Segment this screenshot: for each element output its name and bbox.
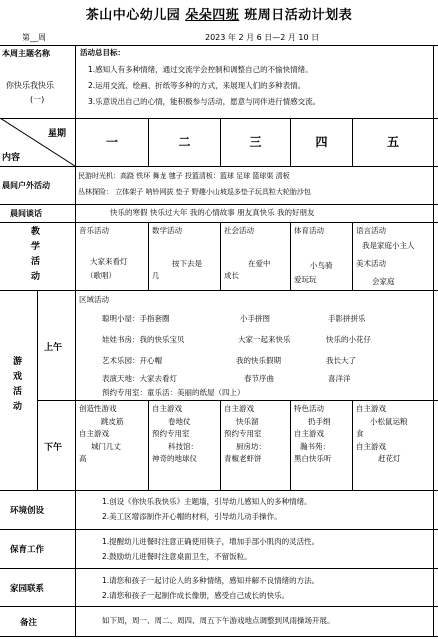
area-item: 小手拼图 <box>240 314 270 323</box>
area-item: 手影拼拼乐 <box>328 314 366 323</box>
talk-topics: 快乐的寒假 快乐过大年 我的心情故事 朋友真快乐 我的好朋友 <box>110 208 315 217</box>
area-item: 春节序曲 <box>244 374 274 383</box>
day-tuesday: 二 <box>178 135 191 149</box>
day-thursday: 四 <box>315 135 328 149</box>
content-label: 内容 <box>2 153 21 163</box>
goal-item: 2.运用交流、绘画、折纸等多种的方式，来展现人们的多种表情。 <box>88 81 306 90</box>
morning-line-2: 丛林探险： 立体架子 呐铃网拔 垫子 野趣小山坡巡多垫子玩具粒大轮胎沙包 <box>78 188 311 196</box>
goal-item: 1.感知人有多种情绪，通过交流学会控制和调整自己的不愉快情绪。 <box>88 65 313 74</box>
area-item: 大家一起来快乐 <box>238 335 291 344</box>
area-activity-label: 区域活动 <box>79 295 109 304</box>
teaching-name: 我是家庭小主人 <box>362 241 415 250</box>
pm-label: 下午 <box>44 443 63 453</box>
games-label: 游戏活动 <box>11 356 21 416</box>
teaching-area: 语言活动 <box>356 226 386 235</box>
day-friday: 五 <box>386 135 399 149</box>
page-title: 茶山中心幼儿园 朵朵四班 班周日活动计划表 <box>85 8 353 23</box>
morning-label: 晨间户外活动 <box>2 181 50 190</box>
teaching-name: 大家来看灯 <box>90 257 128 266</box>
area-item: 艺术乐园：开心帽 <box>102 356 162 365</box>
week-label: 第__周 <box>22 33 46 42</box>
home-label: 家园联系 <box>10 584 45 594</box>
teaching-area: 美术活动 <box>356 259 386 268</box>
goal-item: 3.乐意说出自己的心情，能积极参与活动，愿意与同伴进行情感交流。 <box>88 97 321 106</box>
am-label: 上午 <box>44 343 63 353</box>
home-item: 2.请您和孩子一起制作成长像册，感受自己成长的快乐。 <box>102 591 290 600</box>
area-item: 我长大了 <box>326 356 356 365</box>
teaching-name: 按下去是 <box>172 259 202 268</box>
pm-cell-friday: 自主游戏 小松鼠运粮 食 自主游戏 赶花灯 <box>356 404 408 463</box>
home-item: 1.请您和孩子一起讨论人的多种情绪，感知并解不良情绪的方法。 <box>102 576 320 585</box>
care-item: 1.提醒幼儿进餐时注意正确使用筷子，增加手部小肌肉的灵活性。 <box>102 537 320 546</box>
environment-item: 2.美工区增添制作开心帽的材料，引导幼儿动手操作。 <box>102 512 282 521</box>
pm-cell-monday: 创造性游戏 跳皮筋 自主游戏 城门几丈 高 <box>79 404 124 463</box>
theme-part: (一) <box>30 95 45 104</box>
pm-cell-tuesday: 自主游戏 卷地仗 预约专用室 科技馆： 神奇的地球仪 <box>152 404 198 463</box>
date-range: 2023 年 2 月 6 日—2 月 10 日 <box>205 33 320 42</box>
environment-label: 环境创设 <box>10 506 45 516</box>
environment-item: 1.创设《你快乐我快乐》主题墙，引导幼儿感知人的多种情绪。 <box>102 497 312 506</box>
teaching-name: 小鸟骑 <box>310 261 333 270</box>
pm-cell-wednesday: 自主游戏 快乐溜 预约专用室 厨房坊： 青椒老虾饼 <box>224 404 266 463</box>
notes-text: 如下周，周一、周二、周四、周五下午游戏地点调整到风雨操场开展。 <box>102 616 335 625</box>
day-wednesday: 三 <box>249 135 262 149</box>
area-item: 聪明小屋：手指套圈 <box>102 314 170 323</box>
teaching-name: 在爱中 <box>248 259 271 268</box>
teaching-note: 爱玩玩 <box>294 275 317 284</box>
area-item: 表演天地：大家去看灯 <box>102 374 177 383</box>
teaching-area: 体育活动 <box>294 226 324 235</box>
teaching-area: 数学活动 <box>152 226 182 235</box>
day-monday: 一 <box>105 135 118 149</box>
area-item: 娃娃书房：我的快乐宝贝 <box>102 335 185 344</box>
area-item: 快乐的小花仔 <box>326 335 371 344</box>
teaching-area: 社会活动 <box>224 226 254 235</box>
class-name: 朵朵四班 <box>185 8 240 23</box>
goals-label: 活动总目标： <box>80 48 125 57</box>
area-item: 我的快乐假期 <box>236 356 281 365</box>
teaching-note: 几 <box>152 271 160 280</box>
am-note: 预约专用室：童乐活：美丽的纸屋（四上） <box>102 388 245 397</box>
teaching-name: 会家庭 <box>372 277 395 286</box>
theme-name: 你快乐我快乐 <box>6 81 54 90</box>
teaching-note: 成长 <box>224 271 239 280</box>
morning-line-1: 民游时光机：高跷 铁环 舞龙 毽子 投篮清板：篮球 足球 篮球渠 清板 <box>78 172 290 180</box>
theme-label: 本周主题名称 <box>2 49 50 58</box>
pm-cell-thursday: 特色活动 扔手绢 自主游戏 瀚书苑： 黑白快乐听 <box>294 404 332 463</box>
talk-label: 晨间谈话 <box>10 209 42 218</box>
notes-label: 备注 <box>20 618 38 628</box>
weekday-label: 星期 <box>48 129 67 139</box>
teaching-label: 教学活动 <box>29 226 39 286</box>
area-item: 喜洋洋 <box>328 374 351 383</box>
care-label: 保育工作 <box>10 545 45 555</box>
teaching-note: （歌唱） <box>86 271 116 280</box>
care-item: 2.鼓励幼儿进餐时注意桌面卫生，不留饭粒。 <box>102 552 252 561</box>
teaching-area: 音乐活动 <box>79 226 109 235</box>
